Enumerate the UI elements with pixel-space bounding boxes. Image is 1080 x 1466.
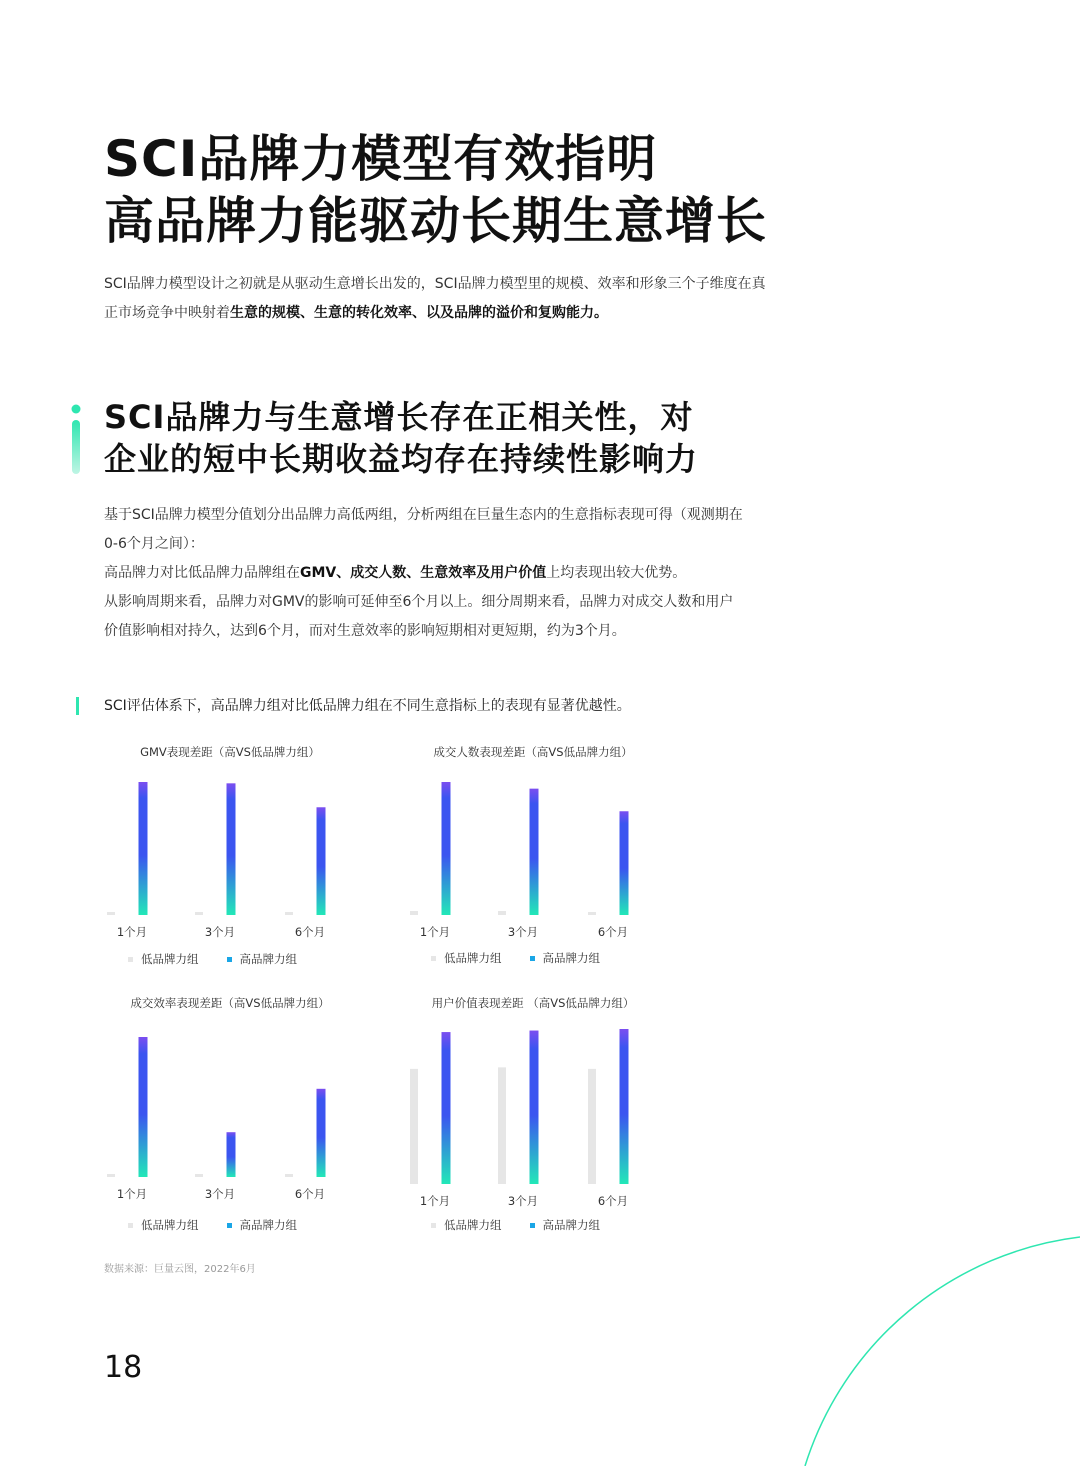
bar-low-3 [285, 1174, 293, 1177]
bar-low-1 [410, 911, 418, 915]
x-tick-label: 1个月 [419, 1194, 451, 1208]
x-tick-label: 3个月 [507, 925, 539, 939]
bar-low-1 [107, 1174, 115, 1177]
legend-swatch [431, 956, 436, 961]
legend-label: 低品牌力组 [141, 1218, 199, 1232]
intro-text: SCI品牌力模型设计之初就是从驱动生意增长出发的，SCI品牌力模型里的规模、效率和形象三个子维度在真正市场竞争中映射着 [104, 276, 766, 321]
bar-high-2 [530, 789, 539, 915]
x-tick-label: 3个月 [204, 1187, 236, 1201]
caption-accent-bar [76, 697, 79, 715]
legend-label: 低品牌力组 [444, 951, 502, 965]
chart-title: 用户价值表现差距 （高VS低品牌力组） [431, 996, 635, 1010]
x-tick-label: 6个月 [294, 1187, 326, 1201]
page-title [104, 128, 767, 252]
legend-low [128, 951, 199, 967]
chart-legend [431, 950, 628, 966]
body-paragraph-2-a: 高品牌力对比低品牌力品牌组在 [104, 565, 300, 581]
legend-label: 高品牌力组 [542, 1218, 600, 1232]
x-tick-label: 1个月 [116, 925, 148, 939]
page-title-line1: SCI品牌力模型有效指明 [104, 130, 658, 188]
x-tick-label: 6个月 [597, 1194, 629, 1208]
legend-high [227, 1217, 298, 1233]
intro-bold-text: 生意的规模、生意的转化效率、以及品牌的溢价和复购能力。 [230, 305, 608, 321]
chart-plot [383, 995, 683, 1195]
legend-high [530, 950, 601, 966]
bar-low-3 [285, 912, 293, 915]
bar-high-2 [530, 1031, 539, 1184]
chart-legend [128, 951, 325, 967]
bar-low-2 [195, 912, 203, 915]
x-tick-label: 6个月 [294, 925, 326, 939]
legend-swatch [530, 1223, 535, 1228]
bar-low-2 [195, 1174, 203, 1177]
legend-swatch [227, 1223, 232, 1228]
section-title [104, 396, 698, 480]
chart-efficiency [80, 995, 380, 1232]
legend-low [128, 1217, 199, 1233]
body-paragraph-2 [104, 559, 744, 588]
intro-paragraph [104, 270, 774, 328]
legend-swatch [227, 957, 232, 962]
bar-high-1 [442, 1032, 451, 1184]
bar-high-3 [317, 1089, 326, 1177]
bar-high-3 [317, 807, 326, 915]
section-body [104, 501, 744, 646]
bar-low-3 [588, 912, 596, 915]
chart-legend [128, 1217, 325, 1233]
chart-plot [383, 744, 683, 944]
section-title-line1: SCI品牌力与生意增长存在正相关性，对 [104, 398, 694, 436]
section-title-line2: 企业的短中长期收益均存在持续性影响力 [104, 440, 699, 478]
page-title-line2: 高品牌力能驱动长期生意增长 [104, 192, 767, 250]
body-paragraph-2-bold: GMV、成交人数、生意效率及用户价值 [300, 565, 547, 581]
chart-user-value [383, 995, 683, 1232]
x-tick-label: 1个月 [116, 1187, 148, 1201]
chart-gmv [80, 744, 380, 974]
chart-title: 成交人数表现差距（高VS低品牌力组） [433, 745, 633, 759]
legend-low [431, 950, 502, 966]
legend-low [431, 1217, 502, 1233]
page-number: 18 [104, 1350, 143, 1385]
section-accent-bar [71, 404, 81, 474]
body-paragraph-3: 从影响周期来看，品牌力对GMV的影响可延伸至6个月以上。细分周期来看，品牌力对成交人数和用户价值影响相对持久，达到6个月，而对生意效率的影响短期相对更短期，约为3个月。 [104, 594, 734, 639]
x-tick-label: 3个月 [507, 1194, 539, 1208]
bar-high-3 [620, 1029, 629, 1184]
chart-title: GMV表现差距（高VS低品牌力组） [140, 745, 320, 759]
bar-high-1 [139, 782, 148, 915]
legend-swatch [128, 1223, 133, 1228]
chart-title: 成交效率表现差距（高VS低品牌力组） [130, 996, 330, 1010]
legend-swatch [128, 957, 133, 962]
chart-legend [431, 1217, 628, 1233]
bar-high-3 [620, 811, 629, 915]
bar-low-2 [498, 911, 506, 915]
legend-label: 高品牌力组 [239, 952, 297, 966]
legend-high [227, 951, 298, 967]
bar-low-1 [107, 912, 115, 915]
legend-label: 高品牌力组 [239, 1218, 297, 1232]
data-source: 数据来源：巨量云图，2022年6月 [104, 1264, 256, 1275]
chart-plot [80, 995, 380, 1195]
bar-high-1 [139, 1037, 148, 1177]
legend-label: 低品牌力组 [444, 1218, 502, 1232]
x-tick-label: 3个月 [204, 925, 236, 939]
x-tick-label: 1个月 [419, 925, 451, 939]
x-tick-label: 6个月 [597, 925, 629, 939]
legend-high [530, 1217, 601, 1233]
legend-swatch [431, 1223, 436, 1228]
body-paragraph-1: 基于SCI品牌力模型分值划分出品牌力高低两组，分析两组在巨量生态内的生意指标表现可得（观测期在0-6个月之间）： [104, 507, 743, 552]
bar-low-3 [588, 1069, 596, 1184]
bar-low-1 [410, 1069, 418, 1184]
chart-caption: SCI评估体系下，高品牌力组对比低品牌力组在不同生意指标上的表现有显著优越性。 [104, 698, 631, 714]
legend-swatch [530, 956, 535, 961]
bar-high-1 [442, 782, 451, 915]
legend-label: 低品牌力组 [141, 952, 199, 966]
bar-high-2 [227, 1132, 236, 1177]
bar-low-2 [498, 1067, 506, 1184]
legend-label: 高品牌力组 [542, 951, 600, 965]
body-paragraph-2-b: 上均表现出较大优势。 [546, 565, 687, 581]
chart-plot [80, 744, 380, 944]
bar-high-2 [227, 783, 236, 915]
chart-buyers [383, 744, 683, 974]
